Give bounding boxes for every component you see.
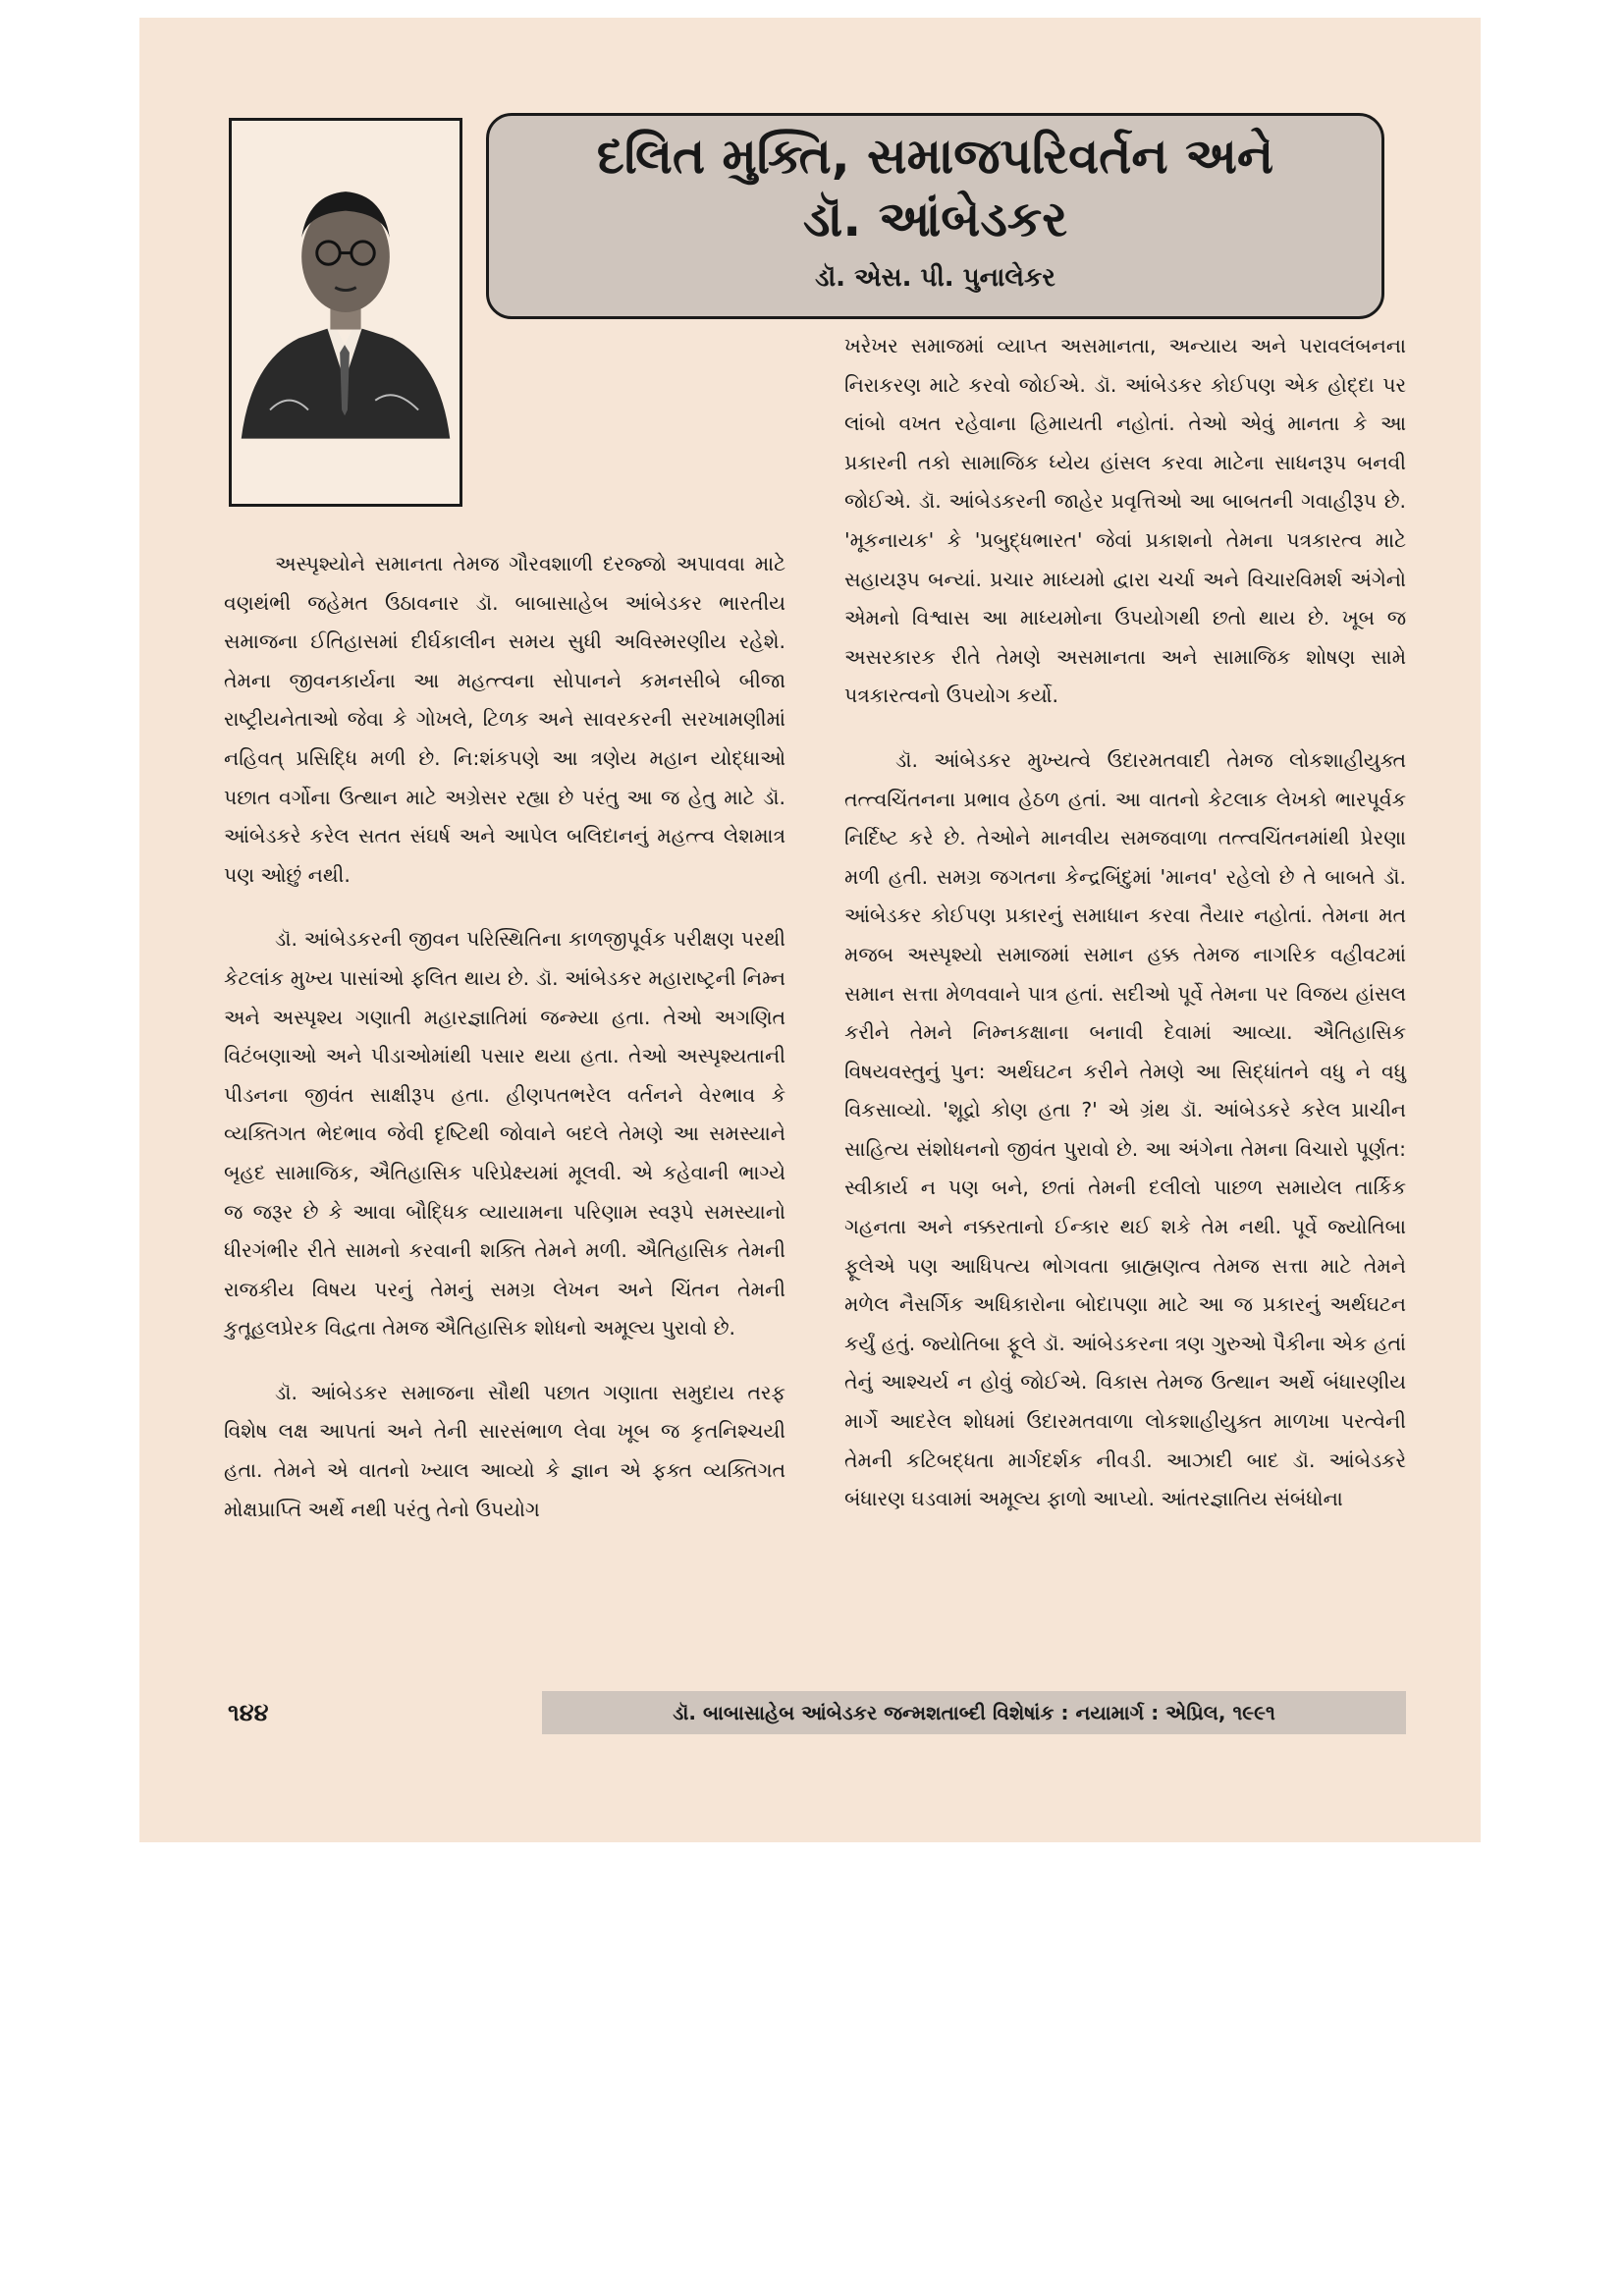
paragraph: અસ્પૃશ્યોને સમાનતા તેમજ ગૌરવશાળી દરજ્જો અપાવવા માટે વણથંભી જહેમત ઉઠાવનાર ડૉ. બાબાસાહેબ આંબેડકર ભારતીય સમાજના ઈતિહાસમાં દીર્ઘકાલીન સમય સુધી અવિસ્મરણીય રહેશે. તેમના જીવનકાર્યના આ મહત્ત્વના સોપાનને કમનસીબે બીજા રાષ્ટ્રીયનેતાઓ જેવા કે ગોખલે, ટિળક અને સાવરકરની સરખામણીમાં નહિવત્ પ્રસિદ્ધિ મળી છે. નિ:શંકપણે આ ત્રણેય મહાન યોદ્ધાઓ પછાત વર્ગોના ઉત્થાન માટે અગ્રેસર રહ્યા છે પરંતુ આ જ હેતુ માટે ડૉ. આંબેડકરે કરેલ સતત સંઘર્ષ અને આપેલ બલિદાનનું મહત્ત્વ લેશમાત્ર પણ ઓછું નથી. — [224, 552, 785, 887]
left-column — [224, 545, 785, 1529]
article-title-line2: ડૉ. આંબેડકર — [802, 191, 1068, 247]
page-number: ૧૪૪ — [228, 1699, 269, 1726]
article-author: ડૉ. એસ. પી. પુનાલેકર — [815, 263, 1055, 293]
paragraph: ડૉ. આંબેડકર સમાજના સૌથી પછાત ગણાતા સમુદાય તરફ વિશેષ લક્ષ આપતાં અને તેની સારસંભાળ લેવા ખૂબ જ કૃતનિશ્ચયી હતા. તેમને એ વાતનો ખ્યાલ આવ્યો કે જ્ઞાન એ ફક્ત વ્યક્તિગત મોક્ષપ્રાપ્તિ અર્થે નથી પરંતુ તેનો ઉપયોગ — [224, 1380, 785, 1521]
article-title-box — [486, 113, 1384, 319]
paragraph: ડૉ. આંબેડકરની જીવન પરિસ્થિતિના કાળજીપૂર્વક પરીક્ષણ પરથી કેટલાંક મુખ્ય પાસાંઓ ફલિત થાય છે. ડૉ. આંબેડકર મહારાષ્ટ્રની નિમ્ન અને અસ્પૃશ્ય ગણાતી મહારજ્ઞાતિમાં જન્મ્યા હતા. તેઓ અગણિત વિટંબણાઓ અને પીડાઓમાંથી પસાર થયા હતા. તેઓ અસ્પૃશ્યતાની પીડનના જીવંત સાક્ષીરૂપ હતા. હીણપતભરેલ વર્તનને વેરભાવ કે વ્યક્તિગત ભેદભાવ જેવી દૃષ્ટિથી જોવાને બદલે તેમણે આ સમસ્યાને બૃહદ સામાજિક, ઐતિહાસિક પરિપ્રેક્ષ્યમાં મૂલવી. એ કહેવાની ભાગ્યે જ જરૂર છે કે આવા બૌદ્ધિક વ્યાયામના પરિણામ સ્વરૂપે સમસ્યાનો ધીરગંભીર રીતે સામનો કરવાની શક્તિ તેમને મળી. ઐતિહાસિક તેમની રાજકીય વિષય પરનું તેમનું સમગ્ર લેખન અને ચિંતન તેમની કુતૂહલપ્રેરક વિદ્વતા તેમજ ઐતિહાસિક શોધનો અમૂલ્ય પુરાવો છે. — [224, 927, 785, 1340]
paragraph: ડૉ. આંબેડકર મુખ્યત્વે ઉદારમતવાદી તેમજ લોકશાહીયુક્ત તત્ત્વચિંતનના પ્રભાવ હેઠળ હતાં. આ વાતનો કેટલાક લેખકો ભારપૂર્વક નિર્દિષ્ટ કરે છે. તેઓને માનવીય સમજવાળા તત્ત્વચિંતનમાંથી પ્રેરણા મળી હતી. સમગ્ર જગતના કેન્દ્રબિંદુમાં 'માનવ' રહેલો છે તે બાબતે ડૉ. આંબેડકર કોઈપણ પ્રકારનું સમાધાન કરવા તૈયાર નહોતાં. તેમના મત મજબ અસ્પૃશ્યો સમાજમાં સમાન હક્ક તેમજ નાગરિક વહીવટમાં સમાન સત્તા મેળવવાને પાત્ર હતાં. સદીઓ પૂર્વે તેમના પર વિજય હાંસલ કરીને તેમને નિમ્નકક્ષાના બનાવી દેવામાં આવ્યા. ઐતિહાસિક વિષયવસ્તુનું પુન: અર્થઘટન કરીને તેમણે આ સિદ્ધાંતને વધુ ને વધુ વિકસાવ્યો. 'શૂદ્રો કોણ હતા ?' એ ગ્રંથ ડૉ. આંબેડકરે કરેલ પ્રાચીન સાહિત્ય સંશોધનનો જીવંત પુરાવો છે. આ અંગેના તેમના વિચારો પૂર્ણત: સ્વીકાર્ય ન પણ બને, છતાં તેમની દલીલો પાછળ સમાયેલ તાર્કિક ગહનતા અને નક્કરતાનો ઈન્કાર થઈ શકે તેમ નથી. પૂર્વે જ્યોતિબા ફૂલેએ પણ આધિપત્ય ભોગવતા બ્રાહ્મણત્વ તેમજ સત્તા માટે તેમને મળેલ નૈસર્ગિક અધિકારોના બોદાપણા માટે આ જ પ્રકારનું અર્થઘટન કર્યું હતું. જ્યોતિબા ફૂલે ડૉ. આંબેડકરના ત્રણ ગુરુઓ પૈકીના એક હતાં તેનું આશ્ચર્ય ન હોવું જોઈએ. વિકાસ તેમજ ઉત્થાન અર્થે બંધારણીય માર્ગે આદરેલ શોધમાં ઉદારમતવાળા લોકશાહીયુક્ત માળખા પરત્વેની તેમની કટિબદ્ધતા માર્ગદર્શક નીવડી. આઝાદી બાદ ડૉ. આંબેડકરે બંધારણ ઘડવામાં અમૂલ્ય ફાળો આપ્યો. આંતરજ્ઞાતિય સંબંધોના — [844, 747, 1406, 1511]
paragraph: ખરેખર સમાજમાં વ્યાપ્ત અસમાનતા, અન્યાય અને પરાવલંબનના નિરાકરણ માટે કરવો જોઈએ. ડૉ. આંબેડકર કોઈપણ એક હોદ્દા પર લાંબો વખત રહેવાના હિમાયતી નહોતાં. તેઓ એવું માનતા કે આ પ્રકારની તકો સામાજિક ધ્યેય હાંસલ કરવા માટેના સાધનરૂપ બનવી જોઈએ. ડૉ. આંબેડકરની જાહેર પ્રવૃત્તિઓ આ બાબતની ગવાહીરૂપ છે. 'મૂકનાયક' કે 'પ્રબુદ્ધભારત' જેવાં પ્રકાશનો તેમના પત્રકારત્વ માટે સહાયરૂપ બન્યાં. પ્રચાર માધ્યમો દ્વારા ચર્ચા અને વિચારવિમર્શ અંગેનો એમનો વિશ્વાસ આ માધ્યમોના ઉપયોગથી છતો થાય છે. ખૂબ જ અસરકારક રીતે તેમણે અસમાનતા અને સામાજિક શોષણ સામે પત્રકારત્વનો ઉપયોગ કર્યો. — [844, 334, 1406, 708]
right-column — [844, 327, 1406, 1519]
author-portrait — [229, 118, 462, 507]
article-title-line1: દલિત મુક્તિ, સમાજપરિવર્તન અને — [596, 128, 1274, 185]
issue-footer: ડૉ. બાબાસાહેબ આંબેડકર જન્મશતાબ્દી વિશેષાંક : નયામાર્ગ : એપ્રિલ, ૧૯૯૧ — [542, 1691, 1406, 1734]
